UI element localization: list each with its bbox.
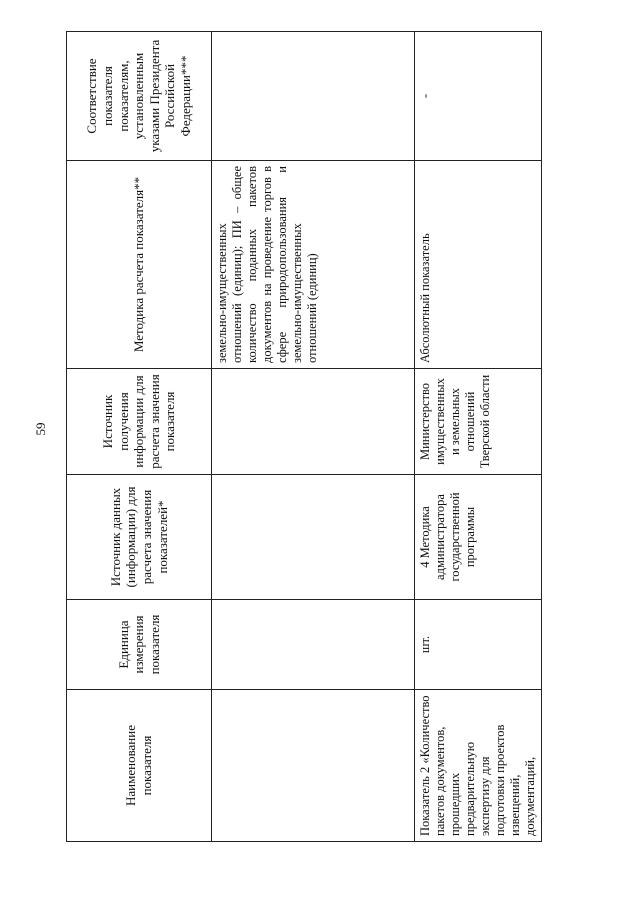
- header-methodology: Методика расчета показателя**: [67, 161, 212, 369]
- table-header-row: [67, 32, 212, 842]
- cell-data-source: 4 Методика администратора государственной программы: [415, 475, 542, 600]
- cell-empty: [212, 690, 415, 842]
- cell-empty: [212, 369, 415, 475]
- header-compliance: Соответствие показателя показателям, установленным указами Президента Российской Федерации***: [67, 32, 212, 161]
- cell-indicator-name: Показатель 2 «Количество пакетов документов, прошедших предварительную экспертизу для подготовки проектов извещений, документаций,: [415, 690, 542, 842]
- indicators-table: [66, 31, 542, 842]
- cell-empty: [212, 600, 415, 690]
- header-data-source: Источник данных (информации) для расчета значения показателей*: [67, 475, 212, 600]
- cell-info-source: Министерство имущественных и земельных отношений Тверской области: [415, 369, 542, 475]
- cell-methodology: Абсолютный показатель: [415, 161, 542, 369]
- cell-empty: [212, 32, 415, 161]
- cell-empty: [212, 475, 415, 600]
- header-info-source: Источник получения информации для расчета значения показателя: [67, 369, 212, 475]
- cell-methodology-continued: земельно-имущественных отношений (единиц); ПИ – общее количество поданных пакетов документов на проведение торгов в сфере природопользования и земельно-имущественных отношений (единиц): [212, 161, 415, 369]
- table-row: [212, 32, 415, 842]
- page-number: 59: [33, 422, 48, 436]
- rotated-table-content: [66, 32, 537, 842]
- header-unit: Единица измерения показателя: [67, 600, 212, 690]
- header-indicator-name: Наименование показателя: [67, 690, 212, 842]
- table-row: [415, 32, 542, 842]
- cell-compliance: -: [415, 32, 542, 161]
- rotated-table-frame: [66, 32, 537, 842]
- cell-unit: шт.: [415, 600, 542, 690]
